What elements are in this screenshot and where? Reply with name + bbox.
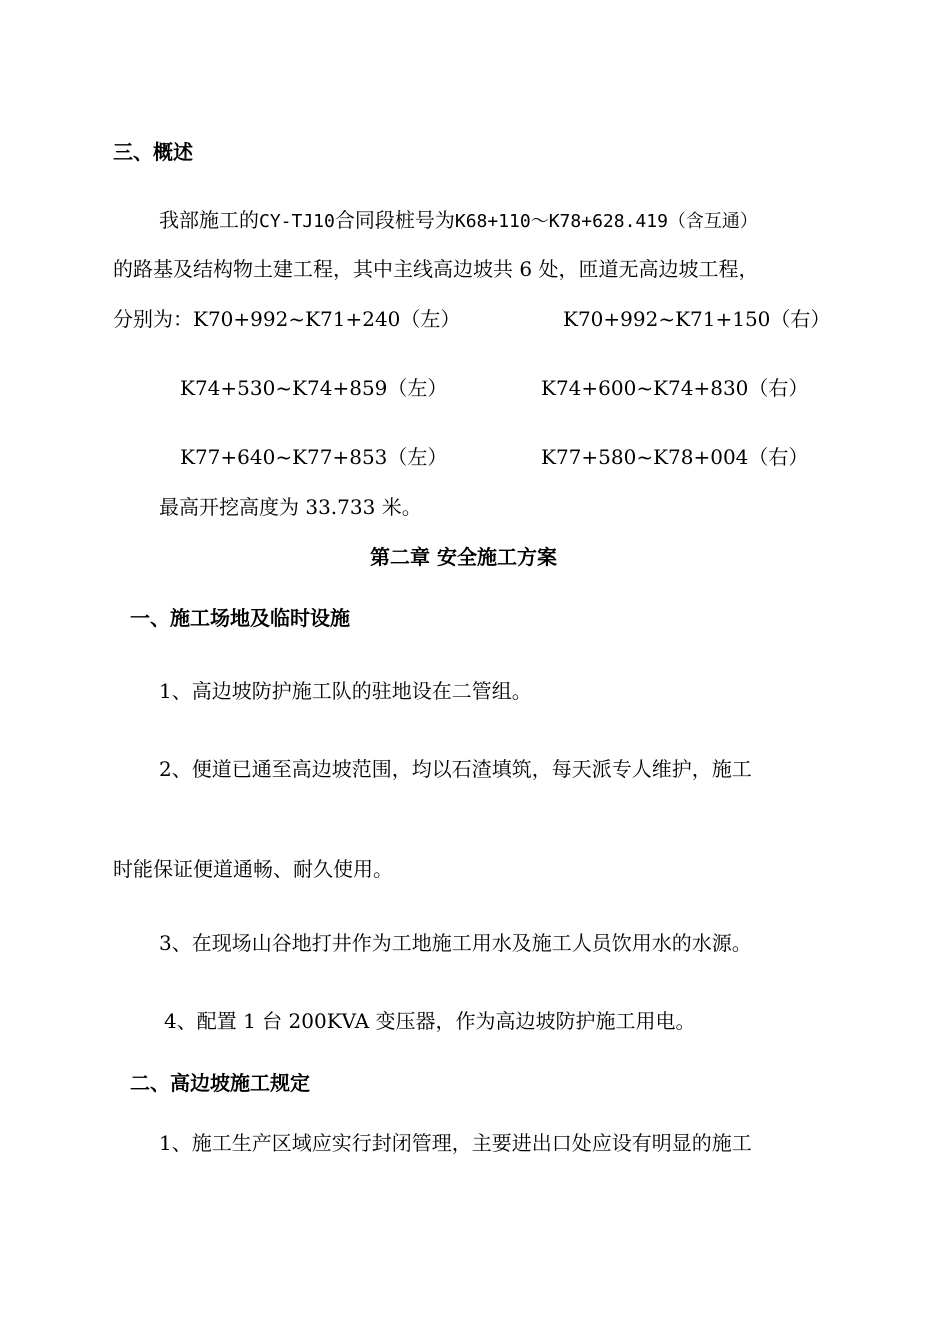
slope-range-right-2: K74+600~K74+830（右）	[541, 376, 809, 400]
rules-item-1: 1、施工生产区域应实行封闭管理，主要进出口处应设有明显的施工	[159, 1131, 752, 1155]
subsection-heading-rules: 二、高边坡施工规定	[130, 1071, 310, 1095]
slope-range-right-1: K70+992~K71+150（右）	[563, 307, 831, 331]
overview-paragraph-line-2: 的路基及结构物土建工程，其中主线高边坡共 6 处，匝道无高边坡工程，	[113, 257, 759, 281]
section-heading-overview: 三、概述	[113, 140, 193, 164]
max-excavation-height: 最高开挖高度为 33.733 米。	[159, 495, 422, 519]
list-item-3: 3、在现场山谷地打井作为工地施工用水及施工人员饮用水的水源。	[159, 931, 752, 955]
overview-paragraph-line-3: 分别为：K70+992~K71+240（左）	[113, 307, 461, 331]
slope-range-left-3: K77+640~K77+853（左）	[180, 445, 448, 469]
chapter-title: 第二章 安全施工方案	[370, 545, 557, 569]
list-item-2-line-2: 时能保证便道通畅、耐久使用。	[113, 857, 393, 881]
text-run: 我部施工的	[159, 208, 259, 232]
stake-range: K68+110～K78+628.419（含互通）	[454, 211, 758, 232]
subsection-heading-site: 一、施工场地及临时设施	[130, 606, 350, 630]
list-item-1: 1、高边坡防护施工队的驻地设在二管组。	[159, 679, 532, 703]
overview-paragraph-line-1	[159, 210, 758, 231]
list-item-4: 4、配置 1 台 200KVA 变压器，作为高边坡防护施工用电。	[164, 1009, 696, 1033]
list-item-2-line-1: 2、便道已通至高边坡范围，均以石渣填筑，每天派专人维护，施工	[159, 757, 752, 781]
slope-range-left-2: K74+530~K74+859（左）	[180, 376, 448, 400]
slope-range-right-3: K77+580~K78+004（右）	[541, 445, 809, 469]
text-run: 合同段桩号为	[334, 208, 455, 232]
contract-code: CY-TJ10	[259, 211, 335, 232]
